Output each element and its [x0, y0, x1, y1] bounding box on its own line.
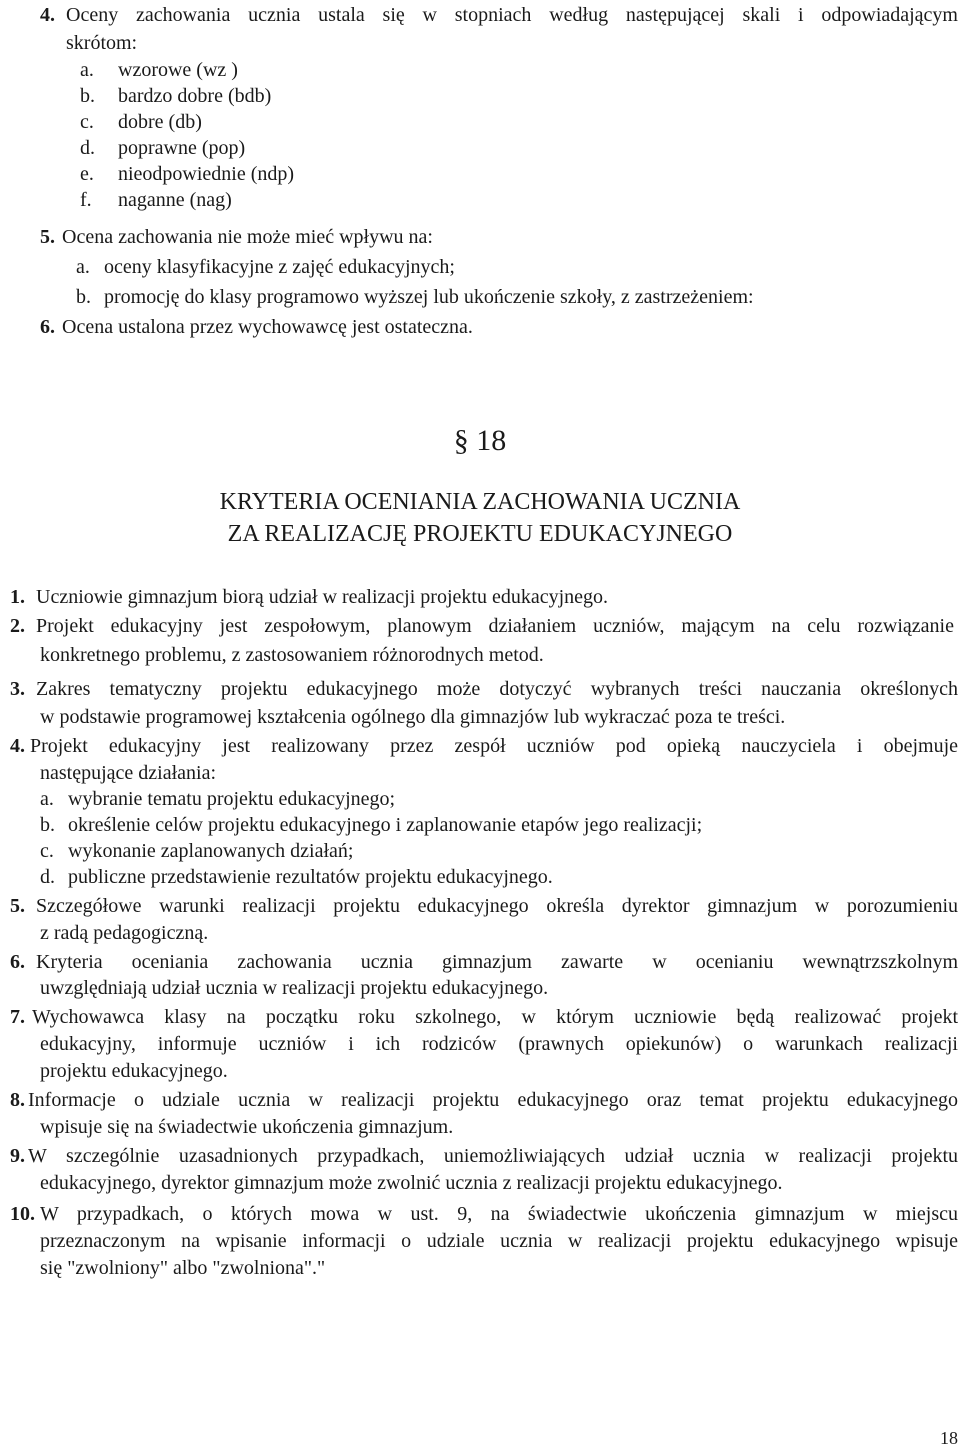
- point-text: Wychowawca klasy na początku roku szkolnego, w którym uczniowie będą realizować projekt: [32, 1006, 958, 1028]
- section-number-value: 18: [476, 424, 507, 457]
- point-number: 2.: [10, 615, 25, 637]
- point-text: edukacyjnego, dyrektor gimnazjum może zwolnić ucznia z realizacji projektu edukacyjnego.: [40, 1172, 783, 1194]
- point-number: 10.: [10, 1203, 35, 1225]
- section-symbol: §: [453, 424, 469, 457]
- list-marker: e.: [80, 163, 94, 185]
- paragraph-text: Ocena zachowania nie może mieć wpływu na:: [62, 226, 433, 248]
- list-marker: b.: [40, 814, 55, 836]
- list-item: bardzo dobre (bdb): [118, 85, 272, 107]
- point-text: konkretnego problemu, z zastosowaniem różnorodnych metod.: [40, 644, 544, 666]
- point-text: następujące działania:: [40, 762, 217, 784]
- paragraph-number: 5.: [40, 226, 55, 248]
- paragraph-text: Ocena ustalona przez wychowawcę jest ostateczna.: [62, 316, 473, 338]
- point-text: wpisuje się na świadectwie ukończenia gimnazjum.: [40, 1116, 454, 1138]
- list-item: wzorowe (wz ): [118, 59, 238, 81]
- list-item: wybranie tematu projektu edukacyjnego;: [68, 788, 396, 810]
- point-text: Uczniowie gimnazjum biorą udział w realizacji projektu edukacyjnego.: [36, 586, 609, 608]
- list-item: promocję do klasy programowo wyższej lub ukończenie szkoły, z zastrzeżeniem:: [104, 286, 754, 308]
- paragraph-number: 6.: [40, 316, 55, 338]
- point-text: się "zwolniony" albo "zwolniona".": [40, 1257, 326, 1279]
- point-text: Informacje o udziale ucznia w realizacji projektu edukacyjnego oraz temat projektu edukacyjnego: [28, 1089, 958, 1111]
- point-text: w podstawie programowej kształcenia ogólnego dla gimnazjów lub wykraczać poza te treści.: [40, 706, 786, 728]
- section-title-line-1: KRYTERIA OCENIANIA ZACHOWANIA UCZNIA: [219, 489, 741, 515]
- point-text: przeznaczonym na wpisanie informacji o udziale ucznia w realizacji projektu edukacyjnego wpisuje: [40, 1230, 958, 1252]
- list-marker: b.: [80, 85, 95, 107]
- list-item: wykonanie zaplanowanych działań;: [68, 840, 354, 862]
- page-number: 18: [940, 1428, 958, 1448]
- point-text: W przypadkach, o których mowa w ust. 9, na świadectwie ukończenia gimnazjum w miejscu: [40, 1203, 958, 1225]
- point-number: 5.: [10, 895, 25, 917]
- point-number: 1.: [10, 586, 25, 608]
- point-text: edukacyjny, informuje uczniów i ich rodziców (prawnych opiekunów) o warunkach realizacji: [40, 1033, 958, 1055]
- list-item: określenie celów projektu edukacyjnego i zaplanowanie etapów jego realizacji;: [68, 814, 703, 836]
- list-item: nieodpowiednie (ndp): [118, 163, 295, 185]
- point-number: 7.: [10, 1006, 25, 1028]
- list-marker: a.: [76, 256, 90, 278]
- list-marker: f.: [80, 189, 92, 211]
- point-number: 9.: [10, 1145, 25, 1167]
- list-marker: b.: [76, 286, 91, 308]
- list-marker: a.: [40, 788, 54, 810]
- paragraph-number: 4.: [40, 4, 55, 26]
- list-marker: c.: [80, 111, 94, 133]
- list-marker: d.: [80, 137, 95, 159]
- point-text: uwzględniają udział ucznia w realizacji projektu edukacyjnego.: [40, 977, 549, 999]
- paragraph-text: skrótom:: [66, 32, 138, 54]
- point-text: W szczególnie uzasadnionych przypadkach, uniemożliwiających udział ucznia w realizacji projektu: [28, 1145, 958, 1167]
- point-text: Szczegółowe warunki realizacji projektu edukacyjnego określa dyrektor gimnazjum w porozumieniu: [36, 895, 958, 917]
- point-text: z radą pedagogiczną.: [40, 922, 209, 944]
- point-text: Projekt edukacyjny jest zespołowym, planowym działaniem uczniów, mającym na celu rozwiązanie: [36, 615, 954, 637]
- list-item: poprawne (pop): [118, 137, 246, 159]
- point-number: 6.: [10, 951, 25, 973]
- list-marker: c.: [40, 840, 54, 862]
- point-number: 8.: [10, 1089, 25, 1111]
- list-item: naganne (nag): [118, 189, 232, 211]
- section-number: [0, 424, 960, 458]
- list-item: dobre (db): [118, 111, 202, 133]
- list-marker: a.: [80, 59, 94, 81]
- point-text: Zakres tematyczny projektu edukacyjnego może dotyczyć wybranych treści nauczania określonych: [36, 678, 958, 700]
- list-item: publiczne przedstawienie rezultatów projektu edukacyjnego.: [68, 866, 553, 888]
- point-text: projektu edukacyjnego.: [40, 1060, 228, 1082]
- list-marker: d.: [40, 866, 55, 888]
- paragraph-text: Oceny zachowania ucznia ustala się w stopniach według następującej skali i odpowiadającym: [66, 4, 958, 26]
- point-text: Projekt edukacyjny jest realizowany przez zespół uczniów pod opieką nauczyciela i obejmuje: [30, 735, 958, 757]
- point-number: 4.: [10, 735, 25, 757]
- point-number: 3.: [10, 678, 25, 700]
- section-title-line-2: ZA REALIZACJĘ PROJEKTU EDUKACYJNEGO: [227, 521, 733, 547]
- list-item: oceny klasyfikacyjne z zajęć edukacyjnych;: [104, 256, 455, 278]
- point-text: Kryteria oceniania zachowania ucznia gimnazjum zawarte w ocenianiu wewnątrzszkolnym: [36, 951, 958, 973]
